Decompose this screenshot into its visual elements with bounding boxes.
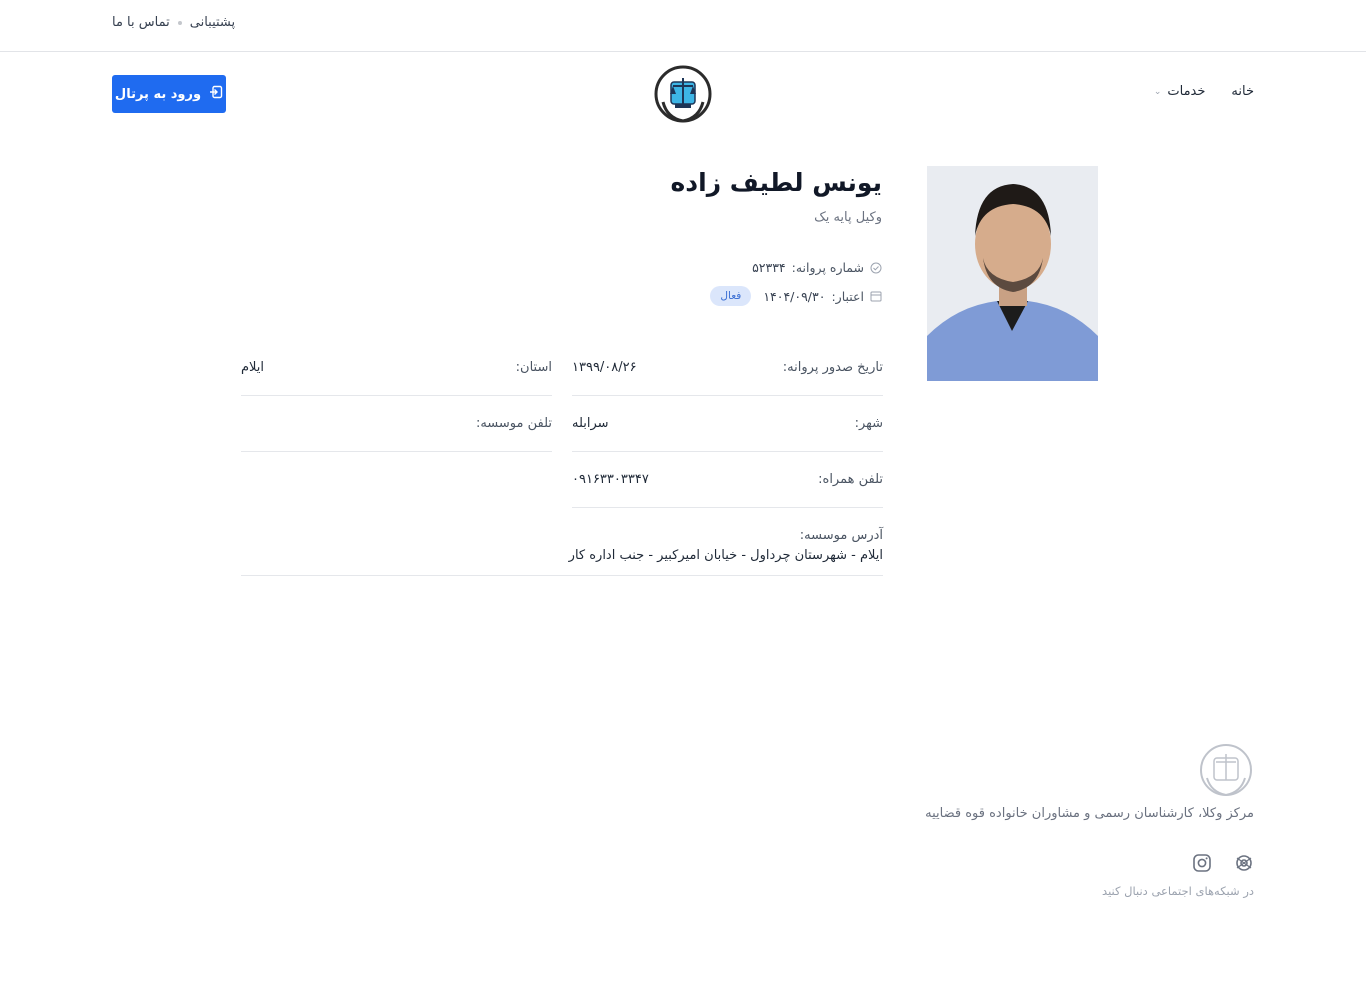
mobile-field bbox=[572, 452, 883, 508]
lawyer-name: یونس لطیف زاده bbox=[670, 168, 882, 197]
nav-home[interactable]: خانه bbox=[1231, 84, 1254, 99]
mobile-value: ۰۹۱۶۳۳۰۳۳۴۷ bbox=[572, 472, 649, 487]
validity-label: اعتبار: bbox=[831, 288, 864, 304]
province-label: استان: bbox=[515, 360, 552, 375]
nav-services-label: خدمات bbox=[1167, 84, 1206, 99]
city-field bbox=[572, 396, 883, 452]
issue-date-label: تاریخ صدور پروانه: bbox=[782, 360, 883, 375]
license-row bbox=[752, 260, 882, 275]
calendar-icon bbox=[870, 290, 882, 302]
mobile-label: تلفن همراه: bbox=[818, 472, 883, 487]
footer-emblem-icon bbox=[1198, 742, 1254, 798]
office-phone-field bbox=[241, 396, 552, 452]
validity-row bbox=[710, 286, 882, 306]
social-links bbox=[1192, 853, 1254, 873]
support-link[interactable]: پشتیبانی bbox=[189, 15, 236, 30]
top-links bbox=[112, 15, 235, 30]
portal-login-button[interactable] bbox=[112, 75, 226, 113]
footer-org-name: مرکز وکلا، کارشناسان رسمی و مشاوران خانواده قوه قضاییه bbox=[925, 806, 1254, 821]
office-phone-label: تلفن موسسه: bbox=[475, 416, 552, 431]
judiciary-emblem-icon[interactable] bbox=[653, 64, 713, 124]
status-badge: فعال bbox=[710, 286, 751, 306]
address-field bbox=[241, 520, 883, 576]
validity-date: ۱۴۰۴/۰۹/۳۰ bbox=[763, 288, 826, 304]
main-nav bbox=[1154, 84, 1254, 99]
contact-link[interactable]: تماس با ما bbox=[112, 15, 170, 30]
rubika-icon[interactable] bbox=[1234, 853, 1254, 873]
chevron-down-icon: ⌄ bbox=[1153, 86, 1162, 97]
address-label: آدرس موسسه: bbox=[799, 528, 883, 543]
lawyer-photo bbox=[927, 166, 1098, 381]
login-icon bbox=[209, 85, 223, 103]
top-bar bbox=[0, 0, 1366, 52]
province-value: ایلام bbox=[241, 360, 265, 375]
check-circle-icon bbox=[870, 262, 882, 274]
city-label: شهر: bbox=[854, 416, 883, 431]
instagram-icon[interactable] bbox=[1192, 853, 1212, 873]
lawyer-rank: وکیل پایه یک bbox=[814, 210, 882, 225]
nav-services-dropdown[interactable] bbox=[1154, 84, 1206, 99]
address-value: ایلام - شهرستان چرداول - خیابان امیرکبیر - جنب اداره کار bbox=[568, 548, 883, 563]
portal-login-label: ورود به پرتال bbox=[114, 86, 202, 102]
province-field bbox=[241, 340, 552, 396]
issue-date-field bbox=[572, 340, 883, 396]
license-label: شماره پروانه: bbox=[791, 260, 864, 275]
separator-dot bbox=[178, 21, 182, 25]
issue-date-value: ۱۳۹۹/۰۸/۲۶ bbox=[572, 360, 637, 375]
footer-follow-text: در شبکه‌های اجتماعی دنبال کنید bbox=[1102, 884, 1254, 898]
city-value: سرابله bbox=[572, 416, 609, 431]
license-number: ۵۲۳۳۴ bbox=[752, 260, 786, 275]
